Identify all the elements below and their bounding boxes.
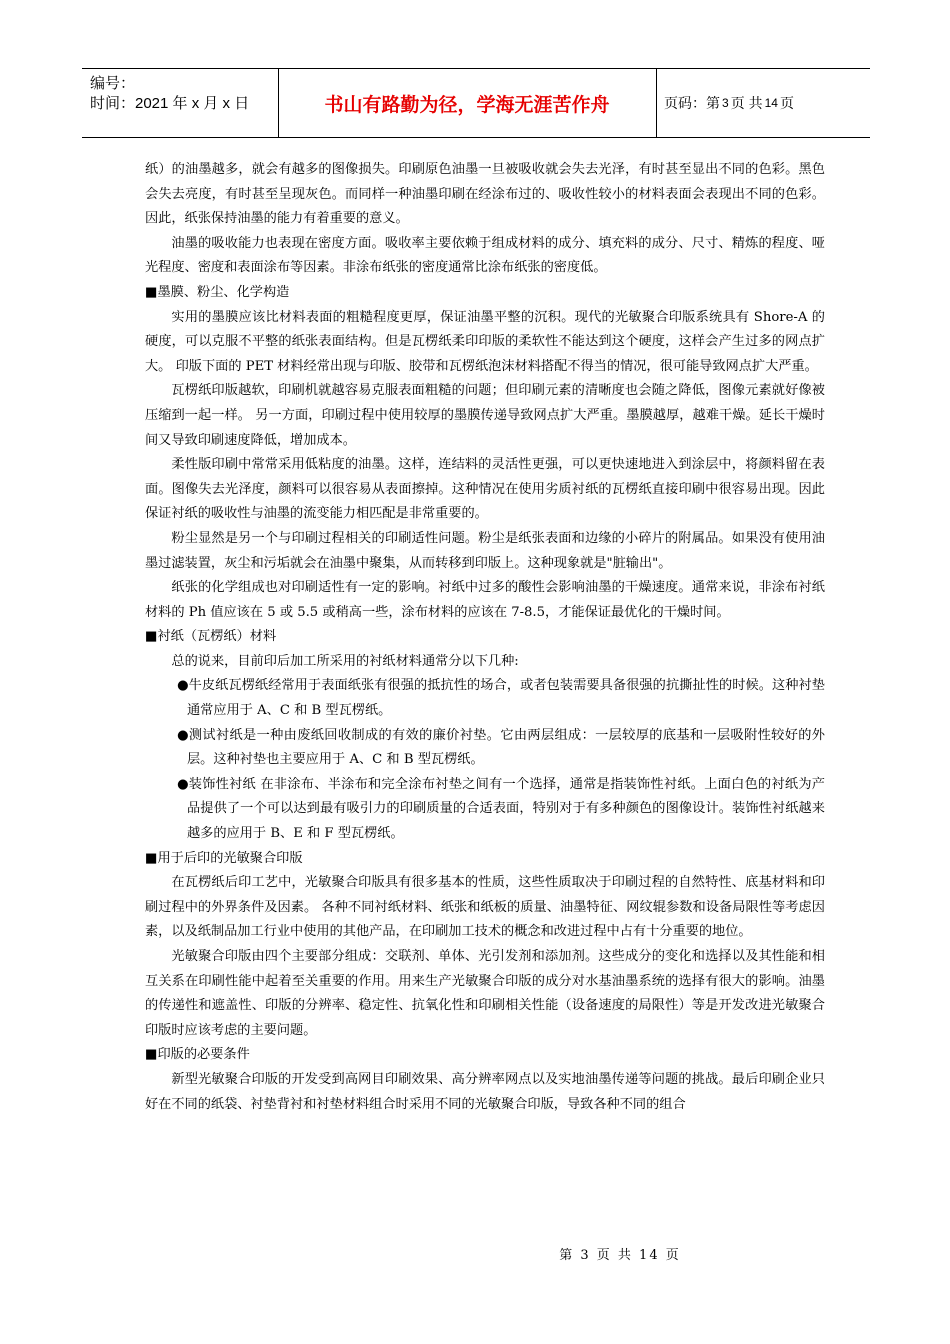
section-heading: ■印版的必要条件: [145, 1047, 250, 1063]
page-label-mid: 页 共: [730, 95, 763, 111]
header-page-number: [656, 69, 870, 137]
body-paragraph: 总的说来，目前印后加工所采用的衬纸材料通常分以下几种:: [171, 653, 519, 669]
body-paragraph: 纸）的油墨越多，就会有越多的图像损失。印刷原色油墨一旦被吸收就会失去光泽，有时甚至显出不同的色彩。黑色会失去亮度，有时甚至呈现灰色。而同样一种油墨印刷在经涂布过的、吸收性较小的材料表面会表现出不同的色彩。因此，纸张保持油墨的能力有着重要的意义。: [145, 162, 825, 227]
bullet-item: ●测试衬纸是一种由废纸回收制成的有效的廉价衬垫。它由两层组成：一层较厚的底基和一层吸附性较好的外层。这种衬垫也主要应用于 A、C 和 B 型瓦楞纸。: [177, 727, 825, 768]
document-date-label: 时间：2021 年 x 月 x 日: [90, 95, 250, 112]
body-paragraph: 实用的墨膜应该比材料表面的粗糙程度更厚，保证油墨平整的沉积。现代的光敏聚合印版系统具有 Shore-A 的硬度，可以克服不平整的纸张表面结构。但是瓦楞纸柔印印版的柔软性不能达到这个硬度，这样会产生过多的网点扩大。 印版下面的 PET 材料经常出现与印版、胶带和瓦楞纸泡沫材料搭配不得当的情况，很可能导致网点扩大严重。: [145, 309, 825, 374]
section-heading: ■用于后印的光敏聚合印版: [145, 850, 303, 866]
body-paragraph: 光敏聚合印版由四个主要部分组成：交联剂、单体、光引发剂和添加剂。这些成分的变化和选择以及其性能和相互关系在印刷性能中起着至关重要的作用。用来生产光敏聚合印版的成分对水基油墨系统的选择有很大的影响。油墨的传递性和遮盖性、印版的分辨率、稳定性、抗氧化性和印刷相关性能（设备速度的局限性）等是开发改进光敏聚合印版时应该考虑的主要问题。: [145, 949, 825, 1038]
section-heading: ■墨膜、粉尘、化学构造: [145, 284, 290, 300]
body-paragraph: 油墨的吸收能力也表现在密度方面。吸收率主要依赖于组成材料的成分、填充料的成分、尺寸、精炼的程度、哑光程度、密度和表面涂布等因素。非涂布纸张的密度通常比涂布纸张的密度低。: [145, 235, 825, 276]
document-body: [145, 158, 825, 1117]
header-info-cell: [82, 69, 279, 137]
body-paragraph: 瓦楞纸印版越软，印刷机就越容易克服表面粗糙的问题；但印刷元素的清晰度也会随之降低，图像元素就好像被压缩到一起一样。 另一方面，印刷过程中使用较厚的墨膜传递导致网点扩大严重。墨膜越厚，越难干燥。延长干燥时间又导致印刷速度降低，增加成本。: [145, 383, 825, 448]
body-paragraph: 粉尘显然是另一个与印刷过程相关的印刷适性问题。粉尘是纸张表面和边缘的小碎片的附属品。如果没有使用油墨过滤装置，灰尘和污垢就会在油墨中聚集，从而转移到印版上。这种现象就是"脏输出"。: [145, 530, 825, 571]
bullet-item: ●装饰性衬纸 在非涂布、半涂布和完全涂布衬垫之间有一个选择，通常是指装饰性衬纸。上面白色的衬纸为产品提供了一个可以达到最有吸引力的印刷质量的合适表面，特别对于有多种颜色的图像设计。装饰性衬纸越来越多的应用于 B、E 和 F 型瓦楞纸。: [177, 776, 825, 842]
body-paragraph: 柔性版印刷中常常采用低粘度的油墨。这样，连结料的灵活性更强，可以更快速地进入到涂层中，将颜料留在表面。图像失去光泽度，颜料可以很容易从表面擦掉。这种情况在使用劣质衬纸的瓦楞纸直接印刷中很容易出现。因此保证衬纸的吸收性与油墨的流变能力相匹配是非常重要的。: [145, 457, 825, 522]
header-motto: 书山有路勤为径，学海无涯苦作舟: [278, 69, 657, 137]
page-label-prefix: 页码：第: [664, 95, 720, 111]
body-paragraph: 新型光敏聚合印版的开发受到高网目印刷效果、高分辨率网点以及实地油墨传递等问题的挑战。最后印刷企业只好在不同的纸袋、衬垫背衬和衬垫材料组合时采用不同的光敏聚合印版，导致各种不同的组合: [145, 1071, 825, 1112]
section-heading: ■衬纸（瓦楞纸）材料: [145, 629, 277, 645]
body-paragraph: 在瓦楞纸后印工艺中，光敏聚合印版具有很多基本的性质，这些性质取决于印刷过程的自然特性、底基材料和印刷过程中的外界条件及因素。 各种不同衬纸材料、纸张和纸板的质量、油墨特征、网纹辊参数和设备局限性等考虑因素，以及纸制品加工行业中使用的其他产品，在印刷加工技术的概念和改进过程中占有十分重要的地位。: [145, 875, 825, 940]
page-header: [82, 68, 870, 138]
page-label-suffix: 页: [779, 95, 794, 111]
page-total-number: 14: [764, 96, 778, 110]
bullet-item: ●牛皮纸瓦楞纸经常用于表面纸张有很强的抵抗性的场合，或者包装需要具备很强的抗撕扯性的时候。这种衬垫通常应用于 A、C 和 B 型瓦楞纸。: [177, 678, 825, 719]
page-footer: 第 3 页 共 14 页: [559, 1248, 681, 1263]
document-number-label: 编号：: [90, 75, 136, 92]
page-current-number: 3: [722, 96, 729, 110]
body-paragraph: 纸张的化学组成也对印刷适性有一定的影响。衬纸中过多的酸性会影响油墨的干燥速度。通常来说，非涂布衬纸材料的 Ph 值应该在 5 或 5.5 或稍高一些，涂布材料的应该在 7-8.5，才能保证最优化的干燥时间。: [145, 580, 825, 620]
